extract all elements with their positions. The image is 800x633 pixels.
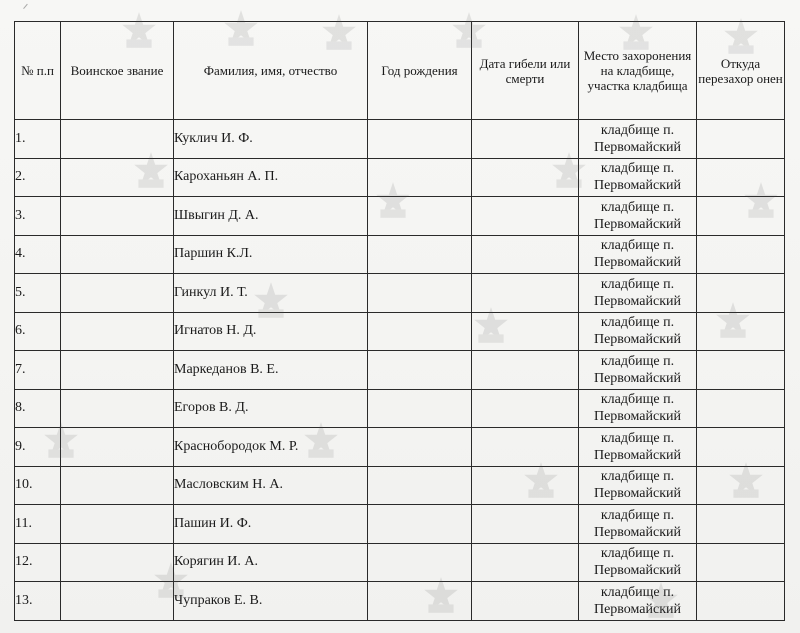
row-rank — [61, 197, 174, 236]
row-reburied-from — [697, 120, 785, 159]
table-row — [15, 466, 785, 505]
row-reburied-from — [697, 466, 785, 505]
table-row — [15, 158, 785, 197]
place-line-2: Первомайский — [593, 139, 682, 155]
place-line-2: Первомайский — [593, 216, 682, 232]
row-birth-year — [368, 197, 472, 236]
row-rank — [61, 543, 174, 582]
row-burial-place — [579, 389, 697, 428]
place-line-1: кладбище п. — [600, 546, 675, 562]
row-reburied-from — [697, 351, 785, 390]
row-reburied-from — [697, 312, 785, 351]
row-burial-place — [579, 543, 697, 582]
row-rank — [61, 505, 174, 544]
row-birth-year — [368, 428, 472, 467]
table-row — [15, 582, 785, 621]
row-birth-year — [368, 466, 472, 505]
row-number: 1. — [15, 120, 61, 159]
table-row — [15, 389, 785, 428]
row-name: Паршин К.Л. — [174, 235, 368, 274]
row-reburied-from — [697, 389, 785, 428]
place-line-1: кладбище п. — [600, 122, 675, 138]
row-death-date — [472, 158, 579, 197]
header-birth-year: Год рождения — [368, 22, 472, 120]
row-number: 8. — [15, 389, 61, 428]
row-rank — [61, 312, 174, 351]
row-reburied-from — [697, 274, 785, 313]
header-burial-place: Место захоронения на кладбище, участка кладбища — [579, 22, 697, 120]
row-number: 7. — [15, 351, 61, 390]
table-row — [15, 235, 785, 274]
row-burial-place — [579, 158, 697, 197]
burial-table — [14, 21, 785, 621]
row-rank — [61, 428, 174, 467]
place-line-1: кладбище п. — [600, 392, 675, 408]
row-rank — [61, 466, 174, 505]
row-rank — [61, 158, 174, 197]
row-rank — [61, 120, 174, 159]
place-line-2: Первомайский — [593, 447, 682, 463]
row-birth-year — [368, 158, 472, 197]
row-number: 2. — [15, 158, 61, 197]
place-line-2: Первомайский — [593, 601, 682, 617]
row-burial-place — [579, 274, 697, 313]
row-number: 10. — [15, 466, 61, 505]
row-name: Швыгин Д. А. — [174, 197, 368, 236]
place-line-2: Первомайский — [593, 293, 682, 309]
row-number: 6. — [15, 312, 61, 351]
row-reburied-from — [697, 428, 785, 467]
row-death-date — [472, 428, 579, 467]
table-row — [15, 197, 785, 236]
row-reburied-from — [697, 543, 785, 582]
place-line-2: Первомайский — [593, 409, 682, 425]
header-row — [15, 22, 785, 120]
row-death-date — [472, 466, 579, 505]
row-name: Игнатов Н. Д. — [174, 312, 368, 351]
place-line-1: кладбище п. — [600, 469, 675, 485]
row-name: Маркеданов В. Е. — [174, 351, 368, 390]
place-line-1: кладбище п. — [600, 161, 675, 177]
place-line-2: Первомайский — [593, 486, 682, 502]
table-row — [15, 505, 785, 544]
row-name: Пашин И. Ф. — [174, 505, 368, 544]
place-line-1: кладбище п. — [600, 353, 675, 369]
row-birth-year — [368, 274, 472, 313]
row-birth-year — [368, 351, 472, 390]
place-line-2: Первомайский — [593, 524, 682, 540]
row-number: 3. — [15, 197, 61, 236]
row-burial-place — [579, 120, 697, 159]
place-line-1: кладбище п. — [600, 507, 675, 523]
row-birth-year — [368, 312, 472, 351]
header-death-date: Дата гибели или смерти — [472, 22, 579, 120]
row-burial-place — [579, 582, 697, 621]
row-death-date — [472, 389, 579, 428]
place-line-2: Первомайский — [593, 370, 682, 386]
row-rank — [61, 274, 174, 313]
row-burial-place — [579, 505, 697, 544]
row-reburied-from — [697, 197, 785, 236]
place-line-2: Первомайский — [593, 563, 682, 579]
row-name: Краснобородок М. Р. — [174, 428, 368, 467]
place-line-1: кладбище п. — [600, 199, 675, 215]
row-name: Чупраков Е. В. — [174, 582, 368, 621]
row-reburied-from — [697, 505, 785, 544]
row-number: 4. — [15, 235, 61, 274]
row-reburied-from — [697, 235, 785, 274]
row-name: Кароханьян А. П. — [174, 158, 368, 197]
row-name: Корягин И. А. — [174, 543, 368, 582]
scan-mark — [23, 4, 34, 14]
row-name: Егоров В. Д. — [174, 389, 368, 428]
place-line-1: кладбище п. — [600, 584, 675, 600]
row-burial-place — [579, 235, 697, 274]
row-death-date — [472, 274, 579, 313]
row-burial-place — [579, 197, 697, 236]
table-row — [15, 120, 785, 159]
place-line-1: кладбище п. — [600, 315, 675, 331]
row-birth-year — [368, 543, 472, 582]
row-death-date — [472, 351, 579, 390]
place-line-2: Первомайский — [593, 255, 682, 271]
row-number: 12. — [15, 543, 61, 582]
row-birth-year — [368, 505, 472, 544]
table-row — [15, 274, 785, 313]
header-num: № п.п — [15, 22, 61, 120]
place-line-2: Первомайский — [593, 332, 682, 348]
row-name: Масловским Н. А. — [174, 466, 368, 505]
row-death-date — [472, 543, 579, 582]
row-name: Куклич И. Ф. — [174, 120, 368, 159]
place-line-2: Первомайский — [593, 178, 682, 194]
row-reburied-from — [697, 158, 785, 197]
row-death-date — [472, 312, 579, 351]
row-birth-year — [368, 582, 472, 621]
row-rank — [61, 389, 174, 428]
row-burial-place — [579, 312, 697, 351]
header-rank: Воинское звание — [61, 22, 174, 120]
header-name: Фамилия, имя, отчество — [174, 22, 368, 120]
row-death-date — [472, 235, 579, 274]
table-row — [15, 312, 785, 351]
row-number: 11. — [15, 505, 61, 544]
place-line-1: кладбище п. — [600, 276, 675, 292]
table-row — [15, 543, 785, 582]
table-body — [15, 120, 785, 621]
row-burial-place — [579, 428, 697, 467]
row-birth-year — [368, 389, 472, 428]
row-rank — [61, 351, 174, 390]
row-rank — [61, 235, 174, 274]
table-row — [15, 351, 785, 390]
place-line-1: кладбище п. — [600, 238, 675, 254]
row-birth-year — [368, 235, 472, 274]
row-death-date — [472, 582, 579, 621]
row-death-date — [472, 120, 579, 159]
row-reburied-from — [697, 582, 785, 621]
row-rank — [61, 582, 174, 621]
row-name: Гинкул И. Т. — [174, 274, 368, 313]
row-number: 9. — [15, 428, 61, 467]
place-line-1: кладбище п. — [600, 430, 675, 446]
row-death-date — [472, 505, 579, 544]
table-row — [15, 428, 785, 467]
header-reburied-from: Откуда перезахор онен — [697, 22, 785, 120]
row-burial-place — [579, 351, 697, 390]
row-death-date — [472, 197, 579, 236]
row-number: 5. — [15, 274, 61, 313]
row-birth-year — [368, 120, 472, 159]
row-burial-place — [579, 466, 697, 505]
row-number: 13. — [15, 582, 61, 621]
